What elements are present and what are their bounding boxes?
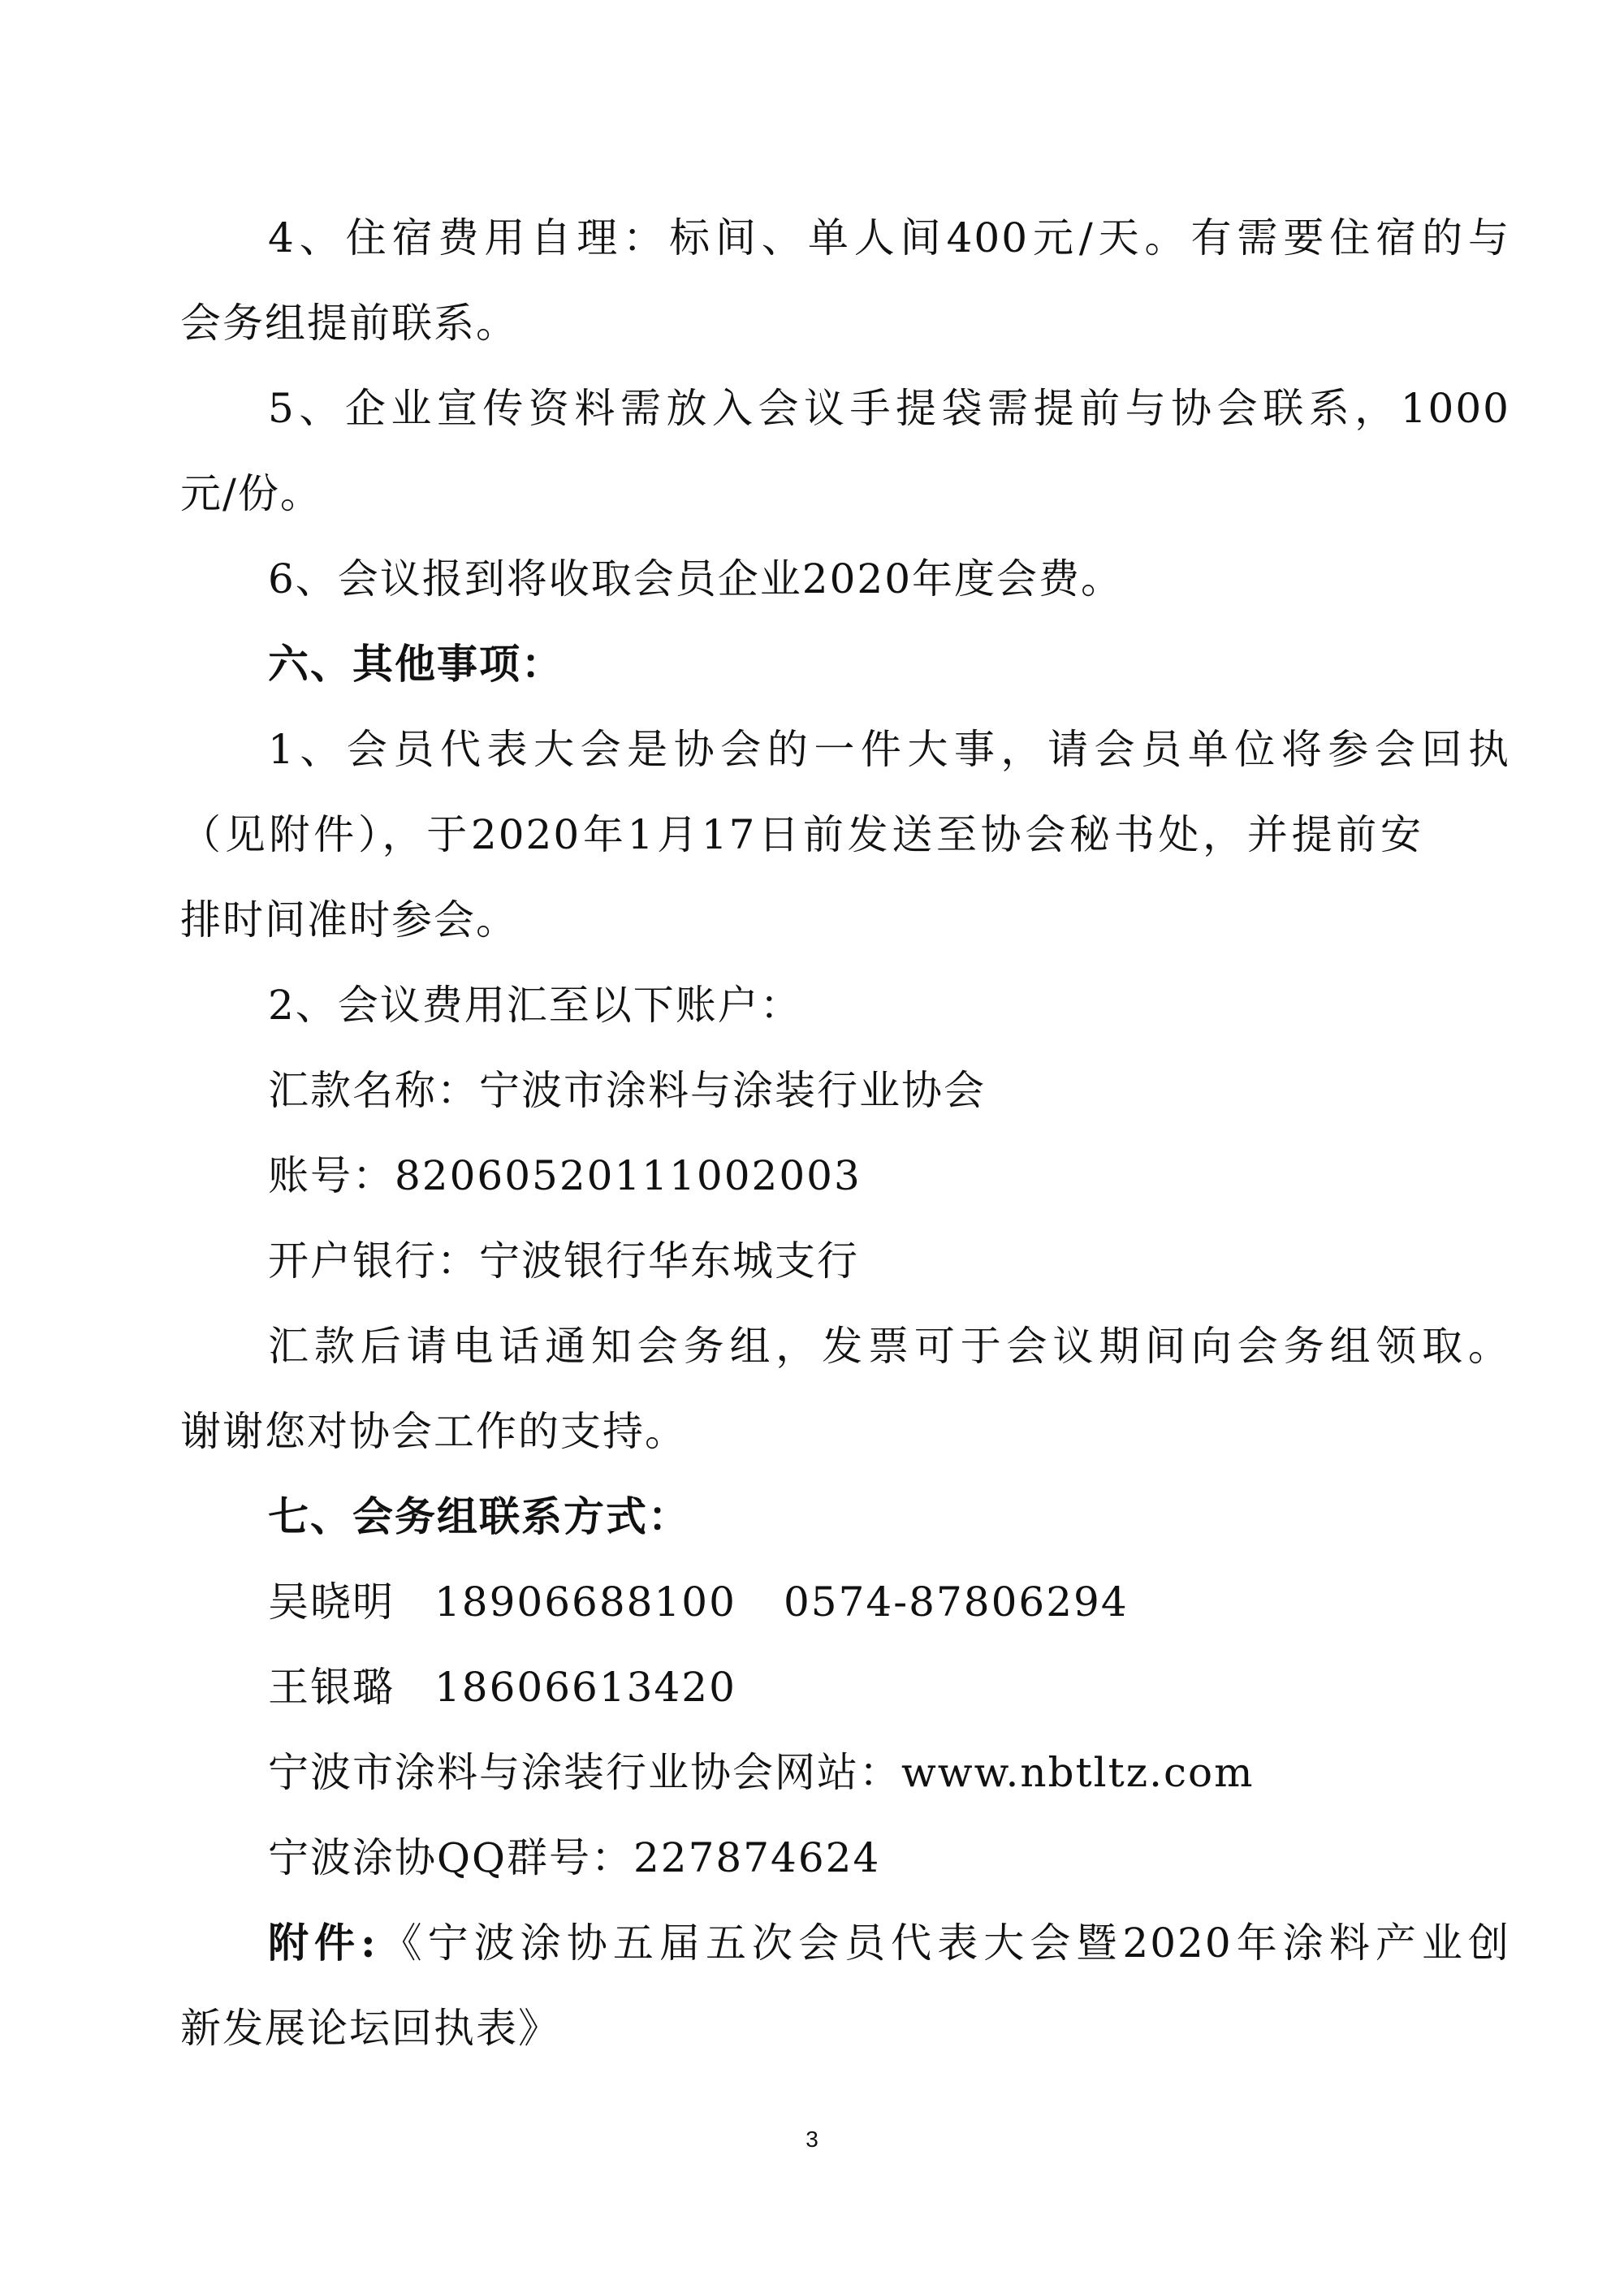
contact-row <box>268 1663 784 1712</box>
account-bank: 开户银行：宁波银行华东城支行 <box>268 1237 859 1285</box>
attachment-line1 <box>268 1919 1510 1967</box>
paragraph-meeting-line2: （见附件），于2020年1月17日前发送至协会秘书处，并提前安 <box>180 811 1423 858</box>
section-heading-other-matters: 六、其他事项： <box>268 640 564 688</box>
paragraph-meeting-line3: 排时间准时参会。 <box>180 896 518 944</box>
attachment-label: 附件: <box>268 1919 378 1967</box>
paragraph-accommodation-line1: 4、住宿费用自理：标间、单人间400元/天。有需要住宿的与 <box>268 214 1510 261</box>
paragraph-payment-intro: 2、会议费用汇至以下账户： <box>268 982 802 1029</box>
paragraph-promo-materials-line2: 元/份。 <box>180 470 322 517</box>
qq-group-line: 宁波涂协QQ群号：227874624 <box>268 1834 881 1881</box>
paragraph-promo-materials-line1: 5、企业宣传资料需放入会议手提袋需提前与协会联系，1000 <box>268 385 1510 432</box>
section-heading-contacts: 七、会务组联系方式： <box>268 1492 690 1540</box>
paragraph-membership-fee: 6、会议报到将收取会员企业2020年度会费。 <box>268 555 1124 602</box>
attachment-line2: 新发展论坛回执表》 <box>180 2005 560 2052</box>
contact-phone: 0574-87806294 <box>784 1578 1129 1626</box>
contact-mobile: 18906688100 <box>434 1578 736 1626</box>
website-line: 宁波市涂料与涂装行业协会网站：www.nbtltz.com <box>268 1749 1255 1796</box>
paragraph-invoice-line1: 汇款后请电话通知会务组，发票可于会议期间向会务组领取。 <box>268 1323 1510 1370</box>
paragraph-accommodation-line2: 会务组提前联系。 <box>180 300 518 347</box>
account-name: 汇款名称：宁波市涂料与涂装行业协会 <box>268 1067 986 1114</box>
paragraph-invoice-line2: 谢谢您对协会工作的支持。 <box>180 1408 687 1455</box>
paragraph-meeting-line1: 1、会员代表大会是协会的一件大事，请会员单位将参会回执 <box>268 726 1510 773</box>
account-number: 账号：82060520111002003 <box>268 1152 862 1199</box>
page-number: 3 <box>806 2127 818 2152</box>
contact-name: 王银璐 <box>268 1664 395 1711</box>
attachment-title-part1: 《宁波涂协五届五次会员代表大会暨2020年涂料产业创 <box>377 1919 1510 1967</box>
contact-row <box>268 1578 1129 1626</box>
contact-name: 吴晓明 <box>268 1578 395 1626</box>
contact-mobile: 18606613420 <box>434 1664 736 1711</box>
